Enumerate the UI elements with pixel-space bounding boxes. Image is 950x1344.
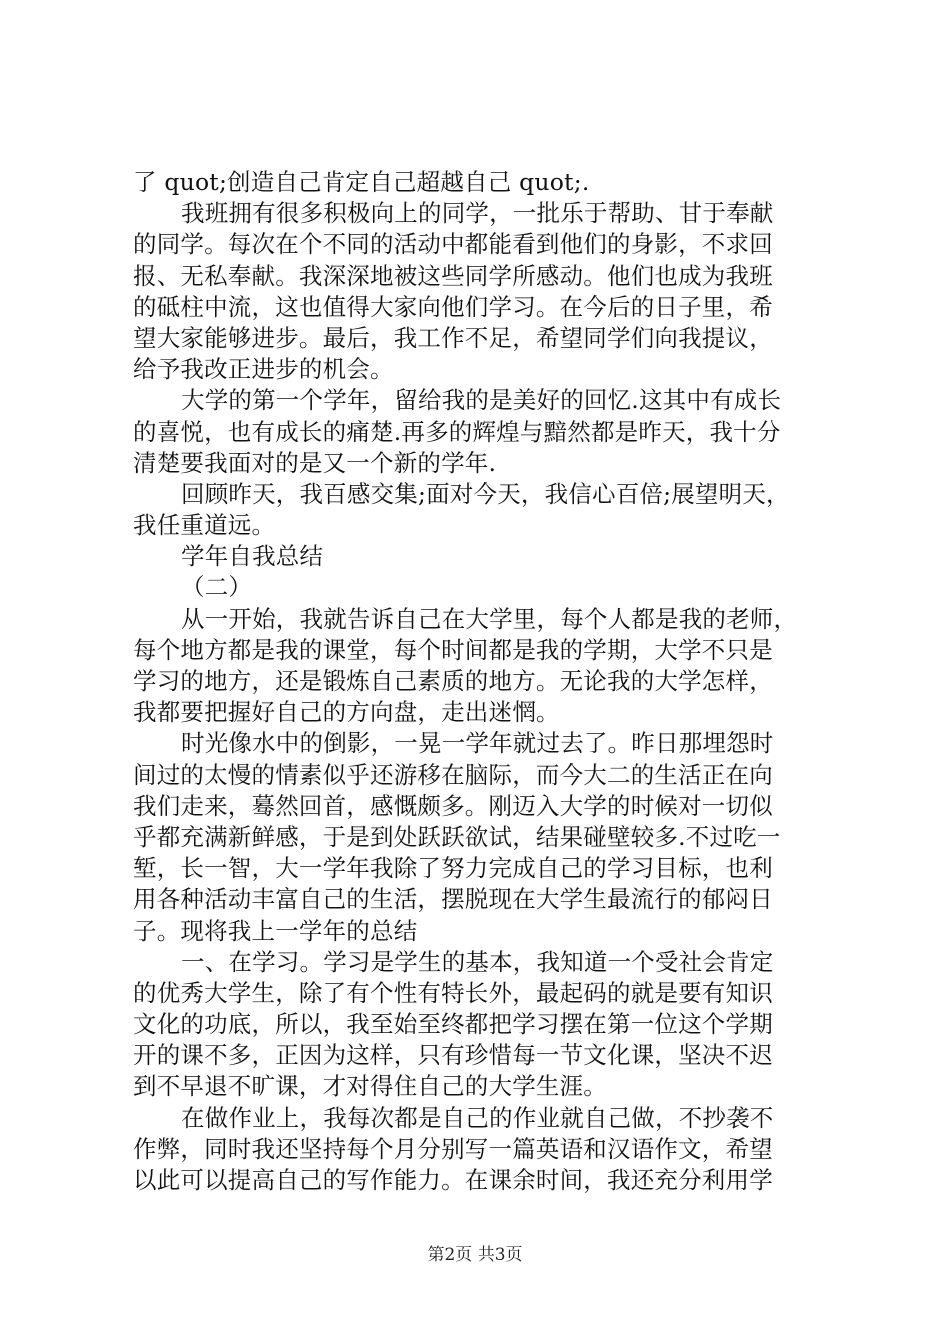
text-line: 堑，长一智，大一学年我除了努力完成自己的学习目标，也利 — [133, 854, 773, 883]
text-line: 我班拥有很多积极向上的同学，一批乐于帮助、甘于奉献 — [181, 199, 774, 228]
text-line: 在做作业上，我每次都是自己的作业就自己做，不抄袭不 — [181, 1103, 774, 1132]
text-line: 望大家能够进步。最后，我工作不足，希望同学们向我提议， — [133, 323, 773, 352]
text-line: 用各种活动丰富自己的生活，摆脱现在大学生最流行的郁闷日 — [133, 885, 773, 914]
text-line: 学年自我总结 — [181, 542, 324, 571]
text-line: 子。现将我上一学年的总结 — [133, 916, 418, 945]
text-line: 时光像水中的倒影，一晃一学年就过去了。昨日那埋怨时 — [181, 729, 774, 758]
text-line: 回顾昨天，我百感交集;面对今天，我信心百倍;展望明天， — [181, 479, 790, 508]
text-line: 间过的太慢的情素似乎还游移在脑际，而今大二的生活正在向 — [133, 760, 773, 789]
page-footer: 第2页 共3页 — [427, 1245, 523, 1265]
text-line: 乎都充满新鲜感，于是到处跃跃欲试，结果碰壁较多.不过吃一 — [133, 822, 781, 851]
text-line: 开的课不多，正因为这样，只有珍惜每一节文化课，坚决不迟 — [133, 1041, 773, 1070]
text-line: 我都要把握好自己的方向盘，走出迷惘。 — [133, 698, 560, 727]
document-body — [133, 167, 833, 1196]
text-line: 的同学。每次在个不同的活动中都能看到他们的身影，不求回 — [133, 230, 773, 259]
text-line: 报、无私奉献。我深深地被这些同学所感动。他们也成为我班 — [133, 261, 773, 290]
text-line: 每个地方都是我的课堂，每个时间都是我的学期，大学不只是 — [133, 635, 773, 664]
text-line: 我任重道远。 — [133, 511, 276, 540]
text-line: 文化的功底，所以，我至始至终都把学习摆在第一位这个学期 — [133, 1010, 773, 1039]
text-line: 的优秀大学生，除了有个性有特长外，最起码的就是要有知识 — [133, 978, 773, 1007]
text-line: 的砥柱中流，这也值得大家向他们学习。在今后的日子里，希 — [133, 292, 773, 321]
text-line: 给予我改正进步的机会。 — [133, 355, 394, 384]
text-line: 了 quot;创造自己肯定自己超越自己 quot;. — [133, 168, 590, 196]
text-line: 作弊，同时我还坚持每个月分别写一篇英语和汉语作文，希望 — [133, 1134, 773, 1163]
text-line: 学习的地方，还是锻炼自己素质的地方。无论我的大学怎样， — [133, 667, 773, 695]
text-line: 我们走来，蓦然回首，感慨颇多。刚迈入大学的时候对一切似 — [133, 791, 773, 820]
text-line: （二） — [181, 573, 253, 602]
text-line: 的喜悦，也有成长的痛楚.再多的辉煌与黯然都是昨天，我十分 — [133, 417, 781, 446]
text-line: 到不早退不旷课，才对得住自己的大学生涯。 — [133, 1072, 607, 1101]
text-line: 从一开始，我就告诉自己在大学里，每个人都是我的老师， — [181, 604, 798, 633]
text-line: 大学的第一个学年，留给我的是美好的回忆.这其中有成长 — [181, 386, 782, 415]
text-line: 以此可以提高自己的写作能力。在课余时间，我还充分利用学 — [133, 1166, 773, 1194]
text-line: 清楚要我面对的是又一个新的学年. — [133, 448, 497, 477]
text-line: 一、在学习。学习是学生的基本，我知道一个受社会肯定 — [181, 947, 774, 976]
